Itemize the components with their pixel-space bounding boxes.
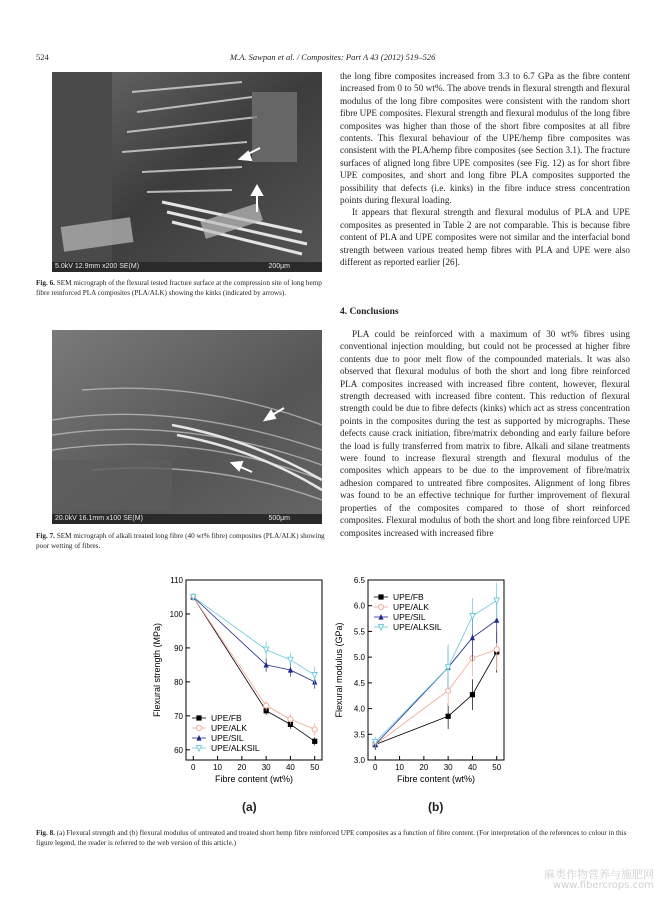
chart-a-plot-frame: [186, 580, 322, 760]
chart-a: [150, 570, 330, 800]
chart-b-ytick-label: 6.0: [353, 601, 365, 611]
chart-a-ytick-label: 60: [174, 745, 183, 755]
chart-a-ytick-label: 110: [170, 576, 183, 585]
chart-b-legend-label-upe-fb: UPE/FB: [393, 592, 424, 602]
fig6-caption-label: Fig. 6.: [36, 279, 55, 287]
chart-a-xlabel: Fibre content (wt%): [214, 774, 294, 784]
chart-a-xtick-label: 40: [285, 763, 295, 772]
fig7-caption: [36, 531, 326, 551]
fig6-caption: [36, 278, 326, 298]
chart-a-xtick-label: 50: [310, 763, 320, 772]
body-paragraph-2: It appears that flexural strength and flexural modulus of PLA and UPE composites as presented in Table 2 are not comparable. This is because fibre content of PLA and UPE composites were not similar and the interfacial bond strength between various treated hemp fibres with PLA and UPE were also different as reported earlier [26].: [340, 207, 630, 268]
chart-a-point-upe-sil: [264, 662, 269, 668]
fig7-sem-params: 20.0kV 16.1mm x100 SE(M): [55, 515, 143, 522]
chart-b-xtick-label: 30: [443, 763, 453, 772]
chart-b-ytick-label: 6.5: [353, 576, 365, 585]
chart-a-svg: [150, 570, 330, 800]
chart-a-point-upe-alksil: [264, 647, 269, 653]
chart-a-legend-label-upe-alksil: UPE/ALKSIL: [211, 743, 260, 753]
fig6-sem-image: [52, 72, 322, 272]
chart-a-point-upe-alk: [312, 727, 317, 732]
chart-b-legend-marker-upe-fb: [378, 594, 383, 599]
fig8-caption: [36, 828, 636, 848]
chart-b-plot-frame: [368, 580, 504, 760]
chart-b-legend-label-upe-sil: UPE/SIL: [393, 612, 426, 622]
chart-b-svg: [332, 570, 512, 800]
chart-b-xtick-label: 40: [467, 763, 477, 772]
chart-b-point-upe-alksil: [494, 598, 499, 604]
chart-a-legend-label-upe-alk: UPE/ALK: [211, 723, 247, 733]
page-number: 524: [36, 52, 49, 62]
body-paragraph-3: PLA could be reinforced with a maximum of 30 wt% fibres using conventional injection moulding, but could not be processed at higher fibre contents due to poor melt flow of the compounded materials. It was also observed that flexural modulus of both the short and long fibre reinforced PLA composites increased with increased fibre content, however, flexural strength decreased with increased fibre content. This reduction of flexural strength could be due to fibre defects (kinks) which act as stress concentration points in the composites during the test as supported by micrographs. These defects cause crack initiation, fibre/matrix debonding and early failure before the load is fully transferred from matrix to fibre. Alkali and silane treatments were found to increase flexural strength and flexural modulus of the composites which appears to be due to the improvement of fibre/matrix adhesion compared to untreated fibre composites. Alignment of long fibres was found to be an effective technique for further improvement of flexural properties of the composites compared to those of short reinforced composites. Flexural modulus of both the short and long fibre reinforced UPE composites increased with increased fibre: [340, 329, 630, 538]
chart-b-legend-marker-upe-alk: [378, 604, 383, 609]
chart-b-legend-label-upe-alksil: UPE/ALKSIL: [393, 622, 442, 632]
chart-b-point-upe-fb: [446, 714, 451, 719]
chart-a-xtick-label: 10: [213, 763, 223, 772]
chart-a-legend-marker-upe-fb: [196, 715, 201, 720]
fig7-caption-text: SEM micrograph of alkali treated long fibre (40 wt% fibre) composites (PLA/ALK) showing poor wetting of fibres.: [36, 532, 325, 550]
chart-b-series-line-upe-alk: [375, 649, 496, 744]
running-header: M.A. Sawpan et al. / Composites: Part A 43 (2012) 519–526: [230, 52, 436, 62]
chart-a-point-upe-alksil: [288, 657, 293, 663]
chart-b-point-upe-sil: [470, 635, 475, 641]
chart-b-point-upe-fb: [470, 692, 475, 697]
chart-a-point-upe-alk: [288, 717, 293, 722]
fig6-sem-bar: [52, 262, 322, 272]
chart-b: [332, 570, 512, 800]
chart-a-point-upe-fb: [312, 739, 317, 744]
chart-a-ytick-label: 100: [169, 609, 183, 619]
fig7-sem-image: [52, 330, 322, 524]
body-column-top: [340, 70, 630, 269]
fig7-micrograph: [52, 330, 322, 524]
chart-a-panel-label: (a): [242, 800, 257, 814]
fig6-caption-text: SEM micrograph of the flexural tested fracture surface at the compression site of long hemp fibre reinforced PLA composites (PLA/ALK) showing the kinks (indicated by arrows).: [36, 279, 322, 297]
fig6-micrograph: [52, 72, 322, 272]
chart-b-ytick-label: 5.5: [353, 627, 365, 637]
chart-b-xtick-label: 0: [373, 763, 378, 772]
fig7-sem-bar: [52, 514, 322, 524]
fig6-scale: 200μm: [268, 263, 290, 270]
chart-a-ylabel: Flexural strength (MPa): [152, 622, 162, 718]
fig8-caption-label: Fig. 8.: [36, 829, 55, 837]
chart-a-legend-label-upe-sil: UPE/SIL: [211, 733, 244, 743]
chart-b-series-line-upe-sil: [375, 620, 496, 744]
chart-a-xtick-label: 30: [261, 763, 271, 772]
watermark-line-1: 麻类作物营养与施肥网: [544, 868, 654, 881]
fig6-sem-params: 5.0kV 12.9mm x200 SE(M): [55, 263, 140, 270]
body-column-bottom: [340, 328, 630, 539]
chart-a-legend-marker-upe-alk: [196, 725, 201, 730]
chart-a-point-upe-alk: [264, 703, 269, 708]
chart-b-point-upe-alk: [494, 647, 499, 652]
fig7-scale: 500μm: [268, 515, 290, 522]
chart-b-legend-label-upe-alk: UPE/ALK: [393, 602, 429, 612]
chart-b-ylabel: Flexural modulus (GPa): [334, 622, 344, 718]
chart-b-xlabel: Fibre content (wt%): [396, 774, 476, 784]
chart-a-point-upe-alksil: [312, 672, 317, 678]
body-paragraph-1: the long fibre composites increased from 3.3 to 6.7 GPa as the fibre content increased from 0 to 50 wt%. The above trends in flexural strength and flexural modulus of the long fibre composites were consistent with the random short fibre UPE composites. Flexural strength and flexural modulus of the long fibre composites was higher than those of the short fibre composites at all fibre contents. This flexural behaviour of the UPE/hemp fibre composites was consistent with the PLA/hemp fibre composites (see Section 3.1). The fracture surfaces of aligned long fibre UPE composites (see Fig. 12) as for short fibre UPE composites, and short and long fibre PLA composites supported the possibility that defects (i.e. kinks) in the fibre induce stress concentration points during flexural loading.: [340, 71, 630, 206]
chart-b-ytick-label: 5.0: [353, 653, 365, 663]
chart-b-ytick-label: 3.0: [353, 756, 365, 765]
fig7-caption-label: Fig. 7.: [36, 532, 55, 540]
chart-b-panel-label: (b): [428, 800, 444, 814]
chart-b-ytick-label: 3.5: [353, 730, 365, 740]
chart-b-ytick-label: 4.0: [353, 704, 365, 714]
watermark-line-2: www.fibercrops.com: [552, 880, 654, 891]
chart-a-ytick-label: 70: [174, 711, 183, 721]
chart-a-legend-label-upe-fb: UPE/FB: [211, 713, 242, 723]
chart-a-series-line-upe-alksil: [193, 597, 314, 675]
chart-b-xtick-label: 20: [419, 763, 429, 772]
fig8-caption-text: (a) Flexural strength and (b) flexural modulus of untreated and treated short hemp fibre reinforced UPE composites as a function of fibre content. (For interpretation of the references to colour in this figure legend, the reader is referred to the web version of this article.): [36, 829, 627, 847]
chart-a-xtick-label: 20: [237, 763, 247, 772]
chart-b-ytick-label: 4.5: [353, 678, 365, 688]
chart-a-xtick-label: 0: [191, 763, 196, 772]
chart-b-point-upe-alksil: [470, 613, 475, 619]
chart-b-xtick-label: 10: [395, 763, 405, 772]
chart-a-ytick-label: 80: [174, 677, 183, 687]
chart-a-ytick-label: 90: [174, 643, 183, 653]
section-heading-conclusions: 4. Conclusions: [340, 307, 399, 317]
chart-b-xtick-label: 50: [492, 763, 502, 772]
